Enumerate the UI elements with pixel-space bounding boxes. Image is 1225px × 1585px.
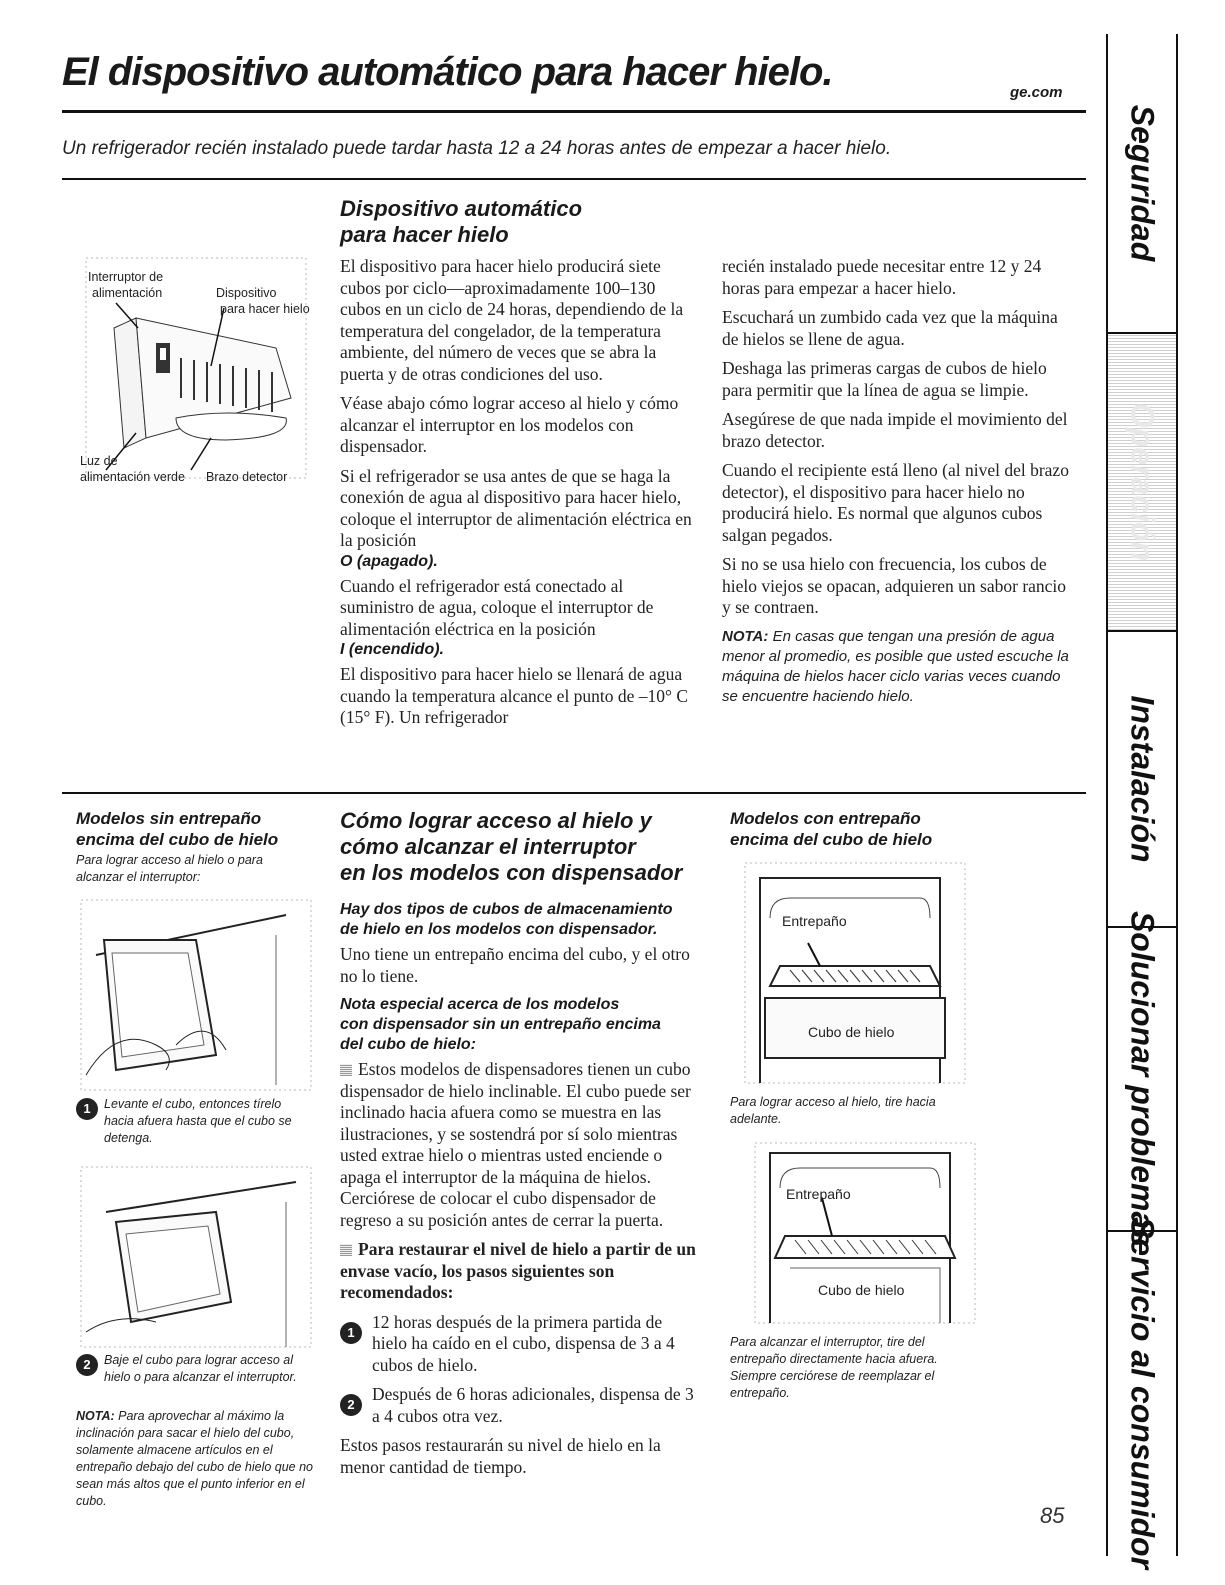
left-step2: Baje el cubo para lograr acceso al hielo o para alcanzar el interruptor. [104,1353,297,1384]
device-p3-bold: O (apagado). [340,552,438,570]
bin-figure-1 [76,895,316,1095]
bin-illustration-1 [76,895,316,1095]
bullet-icon [340,1064,352,1076]
device-p11: Si no se usa hielo con frecuencia, los cubos de hielo viejos se opacan, adquieren un sabor rancio y se contraen. [722,554,1067,617]
right-heading [730,808,1060,850]
tab-instalacion-label: Instalación [1124,695,1161,863]
bullet-icon [340,1244,352,1256]
mid-p4: Estos pasos restaurarán su nivel de hielo en la menor cantidad de tiempo. [340,1435,661,1477]
tab-instalacion[interactable] [1108,632,1176,928]
mid-body [340,900,700,1486]
label-light-1: Luz de [80,454,118,468]
tab-solucionar-label: Solucionar problemas [1124,910,1161,1248]
label-light-2: alimentación verde [80,470,185,484]
left-note-label: NOTA: [76,1409,115,1423]
section-device-heading-2: para hacer hielo [340,222,509,247]
right-cap2: Para alcanzar el interruptor, tire del entrepaño directamente hacia afuera. Siempre cerciórese de reemplazar el entrepaño. [730,1335,938,1400]
device-p3: Si el refrigerador se usa antes de que se haga la conexión de agua al dispositivo para hacer hielo, coloque el interruptor de alimentación eléctrica en la posición [340,465,692,550]
right-fig2-shelf-label: Entrepaño [786,1186,851,1202]
mid-heading-2: cómo alcanzar el interruptor [340,834,636,859]
left-step1: Levante el cubo, entonces tírelo hacia afuera hasta que el cubo se detenga. [104,1097,292,1145]
device-p4-bold: I (encendido). [340,641,444,658]
device-p4: Cuando el refrigerador está conectado al suministro de agua, coloque el interruptor de alimentación eléctrica en la posición [340,575,654,639]
shelf-figure-1 [740,858,970,1088]
mid-sub2 [340,995,700,1055]
left-heading-1: Modelos sin entrepaño [76,809,262,828]
section-device-col2 [722,256,1077,707]
device-p6: recién instalado puede necesitar entre 12 y 24 horas para empezar a hacer hielo. [722,256,1042,298]
mid-step1-text: 12 horas después de la primera partida de hielo ha caído en el cubo, dispensa de 3 a 4 cubos de hielo. [372,1311,675,1375]
label-switch-2: alimentación [92,286,163,300]
left-step2-number [76,1354,98,1376]
label-device-1: Dispositivo [216,286,277,300]
mid-sub1 [340,900,700,940]
device-note [722,627,1077,707]
mid-sub1-2: de hielo en los modelos con dispensador. [340,921,658,938]
mid-heading [340,808,720,886]
section-tabs [1106,34,1178,1570]
mid-step1 [340,1312,700,1377]
site-link[interactable]: ge.com [1010,84,1063,101]
mid-p3 [340,1239,700,1304]
mid-heading-3: en los modelos con dispensador [340,860,683,885]
right-fig2-bin-label: Cubo de hielo [818,1282,905,1298]
tab-seguridad[interactable] [1108,34,1176,334]
left-note [76,1408,316,1510]
device-note-text: En casas que tengan una presión de agua menor al promedio, es posible que usted escuche la máquina de hielos hacer ciclo varias veces cuando se encuentre haciendo hielo. [722,627,1069,705]
bin-figure-2 [76,1162,316,1352]
left-heading-2: encima del cubo de hielo [76,830,279,849]
left-note-text: Para aprovechar al máximo la inclinación para sacar el hielo del cubo, solamente almacene artículos en el entrepaño debajo del cubo de hielo que no sean más altos que el punto inferior en el cubo. [76,1409,314,1508]
shelf-illustration-2 [750,1138,980,1328]
step-number-badge: 1 [76,1098,98,1120]
shelf-illustration-1 [740,858,970,1088]
device-p9: Asegúrese de que nada impide el movimiento del brazo detector. [722,409,1068,451]
mid-rule [62,792,1086,794]
device-p5: El dispositivo para hacer hielo se llenará de agua cuando la temperatura alcance el punto de –10° C (15° F). Un refrigerador [340,664,689,727]
section-device-heading-1: Dispositivo automático [340,196,583,221]
mid-sub2-2: con dispensador sin un entrepaño encima [340,1016,661,1033]
mid-p3-text: Para restaurar el nivel de hielo a partir de un envase vacío, los pasos siguientes son recomendados: [340,1239,696,1302]
tab-solucionar[interactable] [1108,910,1176,1248]
right-cap1: Para lograr acceso al hielo, tire hacia adelante. [730,1095,936,1126]
section-device-col1 [340,256,700,737]
bin-illustration-2 [76,1162,316,1352]
mid-p2 [340,1059,700,1231]
device-p1: El dispositivo para hacer hielo producirá siete cubos por ciclo—aproximadamente 100–130 cubos en un ciclo de 24 horas, dependiendo de la temperatura del congelador, de la temperatura ambiente, del número de veces que se abra la puerta y de otras condiciones del uso. [340,256,684,384]
left-step1-number [76,1098,98,1120]
right-heading-2: encima del cubo de hielo [730,830,933,849]
device-note-label: NOTA: [722,627,769,645]
step-number-badge: 2 [340,1394,362,1416]
tab-servicio-label: Servicio al consumidor [1124,1216,1161,1570]
mid-p1: Uno tiene un entrepaño encima del cubo, y el otro no lo tiene. [340,944,690,986]
mid-step2-text: Después de 6 horas adicionales, dispensa de 3 a 4 cubos otra vez. [372,1384,694,1426]
intro-text: Un refrigerador recién instalado puede tardar hasta 12 a 24 horas antes de empezar a hacer hielo. [62,138,892,159]
right-fig1-bin-label: Cubo de hielo [808,1024,895,1040]
mid-heading-1: Cómo lograr acceso al hielo y [340,808,652,833]
mid-p2-text: Estos modelos de dispensadores tienen un cubo dispensador de hielo inclinable. El cubo puede ser inclinado hacia afuera como se muestra en las ilustraciones, y se sostendrá por sí solo mientras usted extrae hielo o mientras usted enciende o apaga el interruptor de la máquina de hielos. Cerciórese de colocar el cubo dispensador de regreso a su posición antes de cerrar la puerta. [340,1059,691,1230]
step-number-badge: 2 [76,1354,98,1376]
label-switch-1: Interruptor de [88,270,164,284]
tab-servicio[interactable] [1108,1216,1176,1570]
right-heading-1: Modelos con entrepaño [730,809,921,828]
title-rule [62,110,1086,113]
left-sub: Para lograr acceso al hielo o para alcanzar el interruptor: [76,853,263,884]
device-p10: Cuando el recipiente está lleno (al nivel del brazo detector), el dispositivo para hacer hielo no producirá hielo. Es normal que algunos cubos salgan pegados. [722,460,1069,545]
device-p8: Deshaga las primeras cargas de cubos de hielo para permitir que la línea de agua se limpie. [722,358,1047,400]
device-p2: Véase abajo cómo lograr acceso al hielo y cómo alcanzar el interruptor en los modelos con dispensador. [340,393,679,456]
mid-sub1-1: Hay dos tipos de cubos de almacenamiento [340,901,673,918]
tab-seguridad-label: Seguridad [1124,104,1161,262]
mid-sub2-1: Nota especial acerca de los modelos [340,996,620,1013]
mid-step2 [340,1384,700,1427]
shelf-figure-2 [750,1138,980,1328]
label-arm: Brazo detector [206,470,288,484]
intro-rule [62,178,1086,180]
tab-operacion-label: Operación [1124,402,1161,562]
device-p7: Escuchará un zumbido cada vez que la máquina de hielos se llene de agua. [722,307,1058,349]
label-device-2: para hacer hielo [220,302,310,316]
step-number-badge: 1 [340,1322,362,1344]
left-heading [76,808,316,850]
section-device-heading [340,196,720,248]
page-title: El dispositivo automático para hacer hielo. [62,50,833,94]
tab-operacion[interactable] [1108,334,1176,632]
page-number: 85 [1040,1503,1065,1528]
right-fig1-shelf-label: Entrepaño [782,913,847,929]
mid-sub2-3: del cubo de hielo: [340,1036,477,1053]
